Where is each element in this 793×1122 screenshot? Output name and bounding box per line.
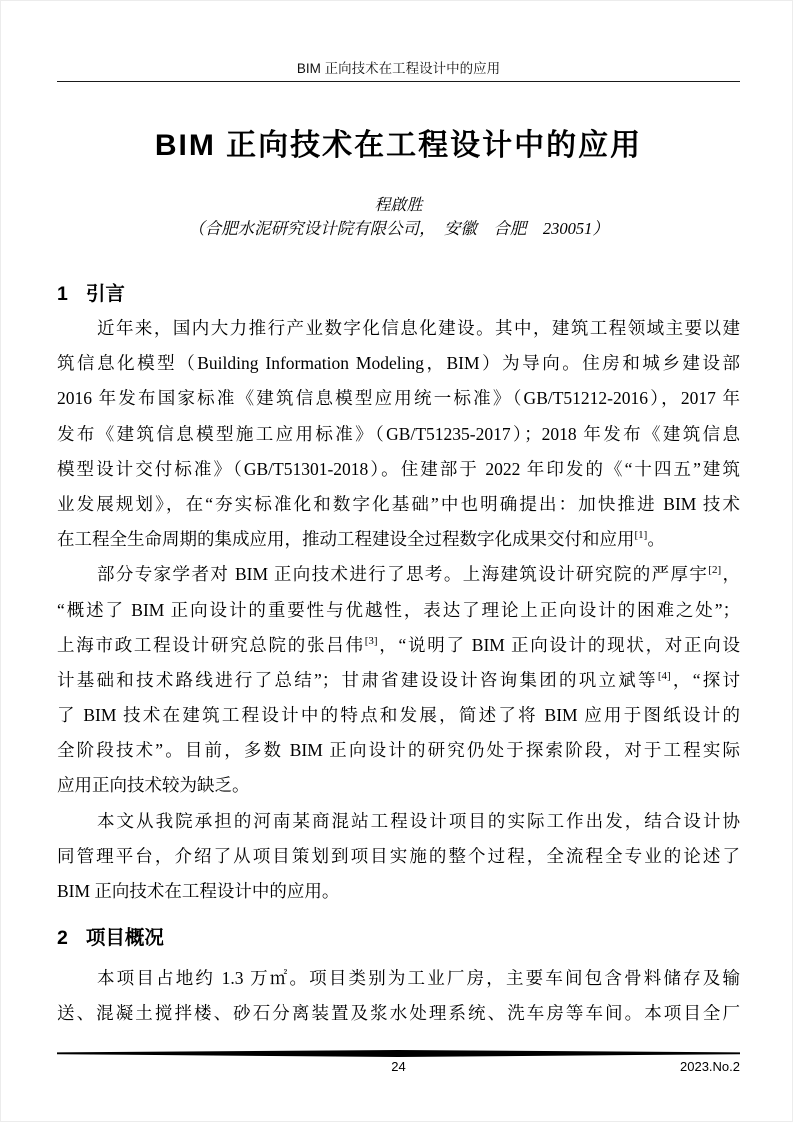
heading-text: 项目概况: [85, 927, 164, 950]
paragraph-line: 模型设计交付标准》（GB/T51301-2018）。住建部于 2022 年印发的《“十四五”建筑: [57, 458, 740, 479]
paragraph-line: BIM 正向技术在工程设计中的应用。: [57, 881, 340, 901]
paragraph-line: 本项目占地约 1.3 万㎡。项目类别为工业厂房，主要车间包含骨料储存及输: [97, 968, 740, 989]
reference-marker: [4]: [657, 670, 671, 683]
article-affiliation: （合肥水泥研究设计院有限公司， 安徽 合肥 230051）: [188, 219, 609, 238]
paragraph: [57, 961, 740, 1031]
paragraph-line: 计基础和技术路线进行了总结”；甘肃省建设设计咨询集团的巩立斌等[4]，“探讨: [57, 669, 740, 690]
heading-number: 2: [57, 927, 68, 950]
section-heading: [57, 921, 740, 955]
sections: [57, 277, 740, 1032]
paragraph: [57, 804, 740, 910]
paragraph-line: 业发展规划》，在“夯实标准化和数字化基础”中也明确提出：加快推进 BIM 技术: [57, 493, 740, 514]
section-heading: [57, 277, 740, 311]
paragraph-line: 送、混凝土搅拌楼、砂石分离装置及浆水处理系统、洗车房等车间。本项目全厂: [57, 1003, 740, 1024]
article-title: BIM 正向技术在工程设计中的应用: [154, 129, 643, 162]
paragraph-line: 本文从我院承担的河南某商混站工程设计项目的实际工作出发，结合设计协: [97, 810, 740, 831]
paragraph-line: 2016 年发布国家标准《建筑信息模型应用统一标准》（GB/T51212-2016），2017 年: [57, 388, 740, 409]
paragraph-line: 应用正向技术较为缺乏。: [57, 775, 250, 796]
paragraph-line: 全阶段技术”。目前，多数 BIM 正向设计的研究仍处于探索阶段，对于工程实际: [57, 740, 740, 761]
footer-rule: [57, 1050, 740, 1057]
paragraph-line: 上海市政工程设计研究总院的张吕伟[3]，“说明了 BIM 正向设计的现状，对正向设: [57, 634, 740, 655]
page-number: 24: [391, 1059, 406, 1074]
footer: [57, 1050, 740, 1075]
issue-label: 2023.No.2: [680, 1059, 740, 1074]
heading-number: 1: [57, 283, 68, 305]
reference-marker: [2]: [708, 564, 722, 577]
paragraph-line: “概述了 BIM 正向设计的重要性与优越性，表达了理论上正向设计的困难之处”；: [57, 599, 740, 620]
paragraph-line: 筑信息化模型（Building Information Modeling，BIM）为导向。住房和城乡建设部: [57, 353, 740, 374]
paragraph-line: 部分专家学者对 BIM 正向技术进行了思考。上海建筑设计研究院的严厚宇[2]，: [97, 564, 740, 585]
article-author: 程啟胜: [374, 197, 423, 214]
paragraph-line: 近年来，国内大力推行产业数字化信息化建设。其中，建筑工程领域主要以建: [97, 318, 740, 338]
reference-marker: [1]: [634, 529, 648, 542]
paragraph: [57, 311, 740, 557]
reference-marker: [3]: [364, 634, 378, 647]
paragraph-line: 在工程全生命周期的集成应用，推动工程建设全过程数字化成果交付和应用[1]。: [57, 529, 665, 550]
heading-text: 引言: [85, 283, 125, 305]
running-header: BIM 正向技术在工程设计中的应用: [57, 60, 740, 82]
paragraph: [57, 557, 740, 803]
paragraph-line: 了 BIM 技术在建筑工程设计中的特点和发展，简述了将 BIM 应用于图纸设计的: [57, 705, 740, 726]
paragraph-line: 同管理平台，介绍了从项目策划到项目实施的整个过程，全流程全专业的论述了: [57, 845, 740, 866]
footer-row: [57, 1059, 740, 1075]
paragraph-line: 发布《建筑信息模型施工应用标准》（GB/T51235-2017）；2018 年发布《建筑信息: [57, 423, 740, 444]
